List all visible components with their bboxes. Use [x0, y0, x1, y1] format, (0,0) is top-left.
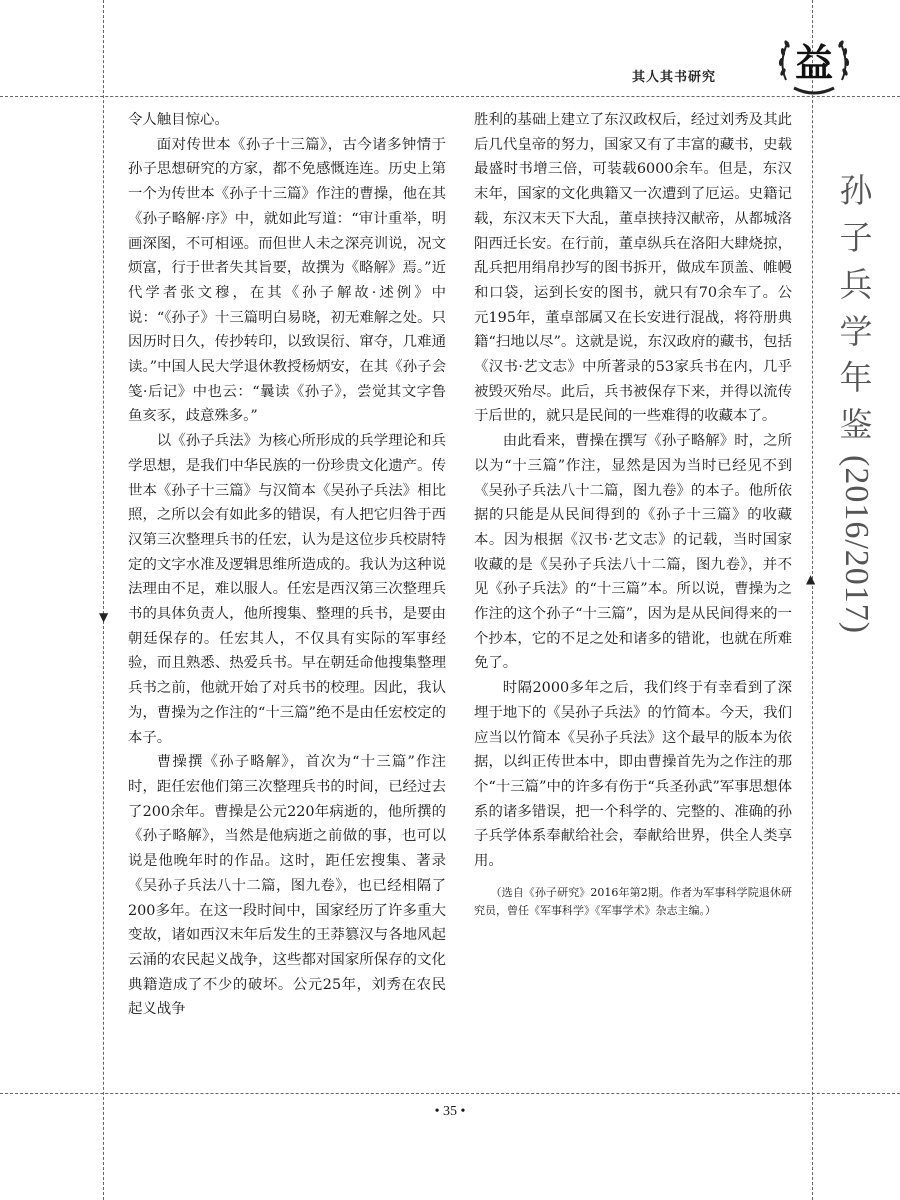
yearbook-side-title — [826, 168, 886, 634]
text-column-left — [128, 108, 446, 1022]
source-note-text: （选自《孙子研究》2016年第2期。作者为军事科学院退休研究员，曾任《军事科学》《军事学术》杂志主编。） — [474, 885, 792, 917]
side-title-char: 鉴 — [839, 405, 873, 445]
yearbook-logo — [772, 22, 856, 106]
side-title-char: 子 — [839, 217, 873, 257]
paragraph: 曹操撰《孙子略解》，首次为“十三篇”作注时，距任宏他们第三次整理兵书的时间，已经过去了200余年。曹操是公元220年病逝的，他所撰的《孙子略解》，当然是他病逝之前做的事，也可以说是他晚年时的作品。这时，距任宏搜集、著录《吴孙子兵法八十二篇，图九卷》，也已经相隔了200多年。在这一段时间中，国家经历了许多重大变故，诸如西汉末年后发生的王莽篡汉与各地风起云涌的农民起义战争，这些都对国家所保存的文化典籍造成了不少的破坏。公元25年，刘秀在农民起义战争 — [128, 754, 446, 1018]
side-title-year: (2016/2017) — [838, 455, 876, 635]
top-dashed-rule — [0, 96, 900, 97]
right-dashed-guide — [812, 0, 813, 1200]
bottom-dashed-rule — [0, 1093, 900, 1094]
side-title-char: 学 — [839, 311, 873, 351]
paragraph: 令人触目惊心。 — [128, 112, 229, 128]
side-title-char: 兵 — [839, 264, 873, 304]
page-number: • 35 • — [434, 1104, 466, 1119]
side-title-char: 年 — [839, 358, 873, 398]
paragraph: 胜利的基础上建立了东汉政权后，经过刘秀及其此后几代皇帝的努力，国家又有了丰富的藏书，史载最盛时书增三倍，可装载6000余车。但是，东汉末年，国家的文化典籍又一次遭到了厄运。史籍记载，东汉末天下大乱，董卓挟持汉献帝，从都城洛阳西迁长安。在行前，董卓纵兵在洛阳大肆烧掠，乱兵把用绢帛抄写的图书拆开，做成车顶盖、帷幔和口袋，运到长安的图书，就只有70余车了。公元195年，董卓部属又在长安进行混战，将符册典籍“扫地以尽”。这就是说，东汉政府的藏书，包括《汉书·艺文志》中所著录的53家兵书在内，几乎被毁灭殆尽。此后，兵书被保存下来，并得以流传于后世的，就只是民间的一些难得的收藏本了。 — [474, 112, 792, 425]
text-column-right — [474, 108, 792, 920]
source-note — [474, 884, 792, 920]
right-marker-arrow-icon: ▲ — [806, 572, 816, 586]
section-title: 其人其书研究 — [632, 70, 717, 85]
left-dashed-guide — [103, 0, 104, 1200]
paragraph: 以《孙子兵法》为核心所形成的兵学理论和兵学思想，是我们中华民族的一份珍贵文化遗产。传世本《孙子十三篇》与汉简本《吴孙子兵法》相比照，之所以会有如此多的错误，有人把它归咎于西汉第三次整理兵书的任宏，认为是这位步兵校尉特定的文字水准及逻辑思维所造成的。我认为这种说法理由不足，难以服人。任宏是西汉第三次整理兵书的具体负责人，他所搜集、整理的兵书，是要由朝廷保存的。任宏其人，不仅具有实际的军事经验，而且熟悉、热爱兵书。早在朝廷命他搜集整理兵书之前，他就开始了对兵书的校理。因此，我认为，曹操为之作注的“十三篇”绝不是由任宏校定的本子。 — [128, 433, 446, 746]
paragraph: 时隔2000多年之后，我们终于有幸看到了深埋于地下的《吴孙子兵法》的竹简本。今天，我们应当以竹简本《吴孙子兵法》这个最早的版本为依据，以纠正传世本中，即由曹操首先为之作注的那个“十三篇”中的许多有伤于“兵圣孙武”军事思想体系的诸多错误，把一个科学的、完整的、准确的孙子兵学体系奉献给社会，奉献给世界，供全人类享用。 — [474, 680, 792, 870]
side-title-char: 孙 — [839, 171, 873, 210]
paragraph: 由此看来，曹操在撰写《孙子略解》时，之所以为“十三篇”作注，显然是因为当时已经见不到《吴孙子兵法八十二篇，图九卷》的本子。他所依据的只能是从民间得到的《孙子十三篇》的收藏本。因为根据《汉书·艺文志》的记载，当时国家收藏的是《吴孙子兵法八十二篇，图九卷》，并不见《孙子兵法》的“十三篇”本。所以说，曹操为之作注的这个孙子“十三篇”，因为是从民间得来的一个抄本，它的不足之处和诸多的错讹，也就在所难免了。 — [474, 433, 792, 672]
left-marker-arrow-icon: ▼ — [99, 610, 109, 624]
svg-text:益: 益 — [794, 41, 834, 85]
paragraph: 面对传世本《孙子十三篇》，古今诸多钟情于孙子思想研究的方家，都不免感慨连连。历史上第一个为传世本《孙子十三篇》作注的曹操，他在其《孙子略解·序》中，就如此写道：“审计重举，明画深图，不可相诬。而但世人未之深亮训说，况文烦富，行于世者失其旨要，故撰为《略解》焉。”近代学者张文穆，在其《孙子解故·述例》中说：“《孙子》十三篇明白易晓，初无难解之处。只因历时日久，传抄转印，以致误衍、窜夺，几难通读。”中国人民大学退休教授杨炳安，在其《孙子会笺·后记》中也云：“曩读《孙子》，尝觉其文字鲁鱼亥豕，歧意殊多。” — [128, 136, 446, 425]
